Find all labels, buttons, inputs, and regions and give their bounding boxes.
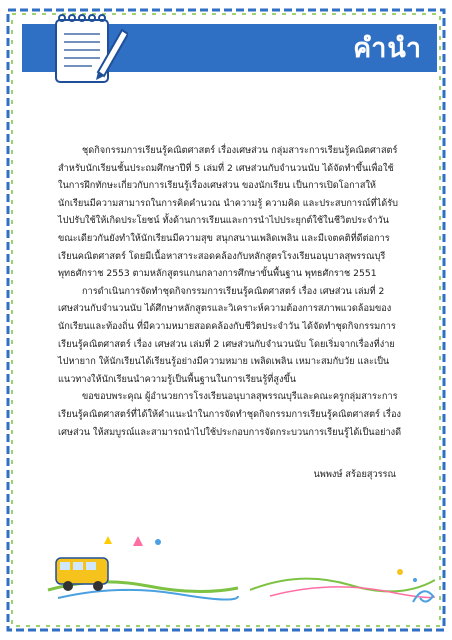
author-signature: นพพงษ์ สร้อยสุวรรณ xyxy=(313,469,396,480)
page-title: คำนำ xyxy=(353,33,422,64)
preface-paragraph-1: ชุดกิจกรรมการเรียนรู้คณิตศาสตร์ เรื่องเศษส่วน กลุ่มสาระการเรียนรู้คณิตศาสตร์ สำหรับนักเรียนชั้นประถมศึกษาปีที่ 5 เล่มที่ 2 เศษส่วนกับจำนวนนับ ได้จัดทำขึ้นเพื่อใช้ในการฝึกทักษะเกี่ยวกับการเรียนรู้เรื่องเศษส่วน ของนักเรียน เป็นการเปิดโอกาสให้นักเรียนมีความสามารถในการคิดคำนวณ นำความรู้ ความคิด และประสบการณ์ที่ได้รับไปปรับใช้ให้เกิดประโยชน์ ทั้งด้านการเรียนและการนำไปประยุกต์ใช้ในชีวิตประจำวัน ขณะเดียวกันยังทำให้นักเรียนมีความสุข สนุกสนานเพลิดเพลิน และมีเจตคติที่ดีต่อการเรียนคณิตศาสตร์ โดยมีเนื้อหาสาระสอดคล้องกับหลักสูตรโรงเรียนอนุบาลสุพรรณบุรี พุทธศักราช 2553 ตามหลักสูตรแกนกลางการศึกษาขั้นพื้นฐาน พุทธศักราช 2551 xyxy=(58,145,398,280)
school-bus-illustration xyxy=(38,528,243,608)
preface-paragraph-3: ขอขอบพระคุณ ผู้อำนวยการโรงเรียนอนุบาลสุพรรณบุรีและคณะครูกลุ่มสาระการเรียนรู้คณิตศาสตร์ที่ได้ให้คำแนะนำในการจัดทำชุดกิจกรรมการเรียนรู้คณิตศาสตร์ เรื่อง เศษส่วน ให้สมบูรณ์และสามารถนำไปใช้ประกอบการจัดกระบวนการเรียนรู้ได้เป็นอย่างดี xyxy=(58,391,402,438)
notebook-pencil-icon xyxy=(46,10,128,88)
preface-content xyxy=(58,142,404,441)
preface-paragraph-2: การดำเนินการจัดทำชุดกิจกรรมการเรียนรู้คณิตศาสตร์ เรื่อง เศษส่วน เล่มที่ 2 เศษส่วนกับจำนวนนับ ได้ศึกษาหลักสูตรและวิเคราะห์ความต้องการสภาพแวดล้อมของนักเรียนและท้องถิ่น ที่มีความหมายสอดคล้องกับชีวิตประจำวัน ได้จัดทำชุดกิจกรรมการเรียนรู้คณิตศาสตร์ เรื่อง เศษส่วน เล่มที่ 2 เศษส่วนกับจำนวนนับ โดยเริ่มจากเรื่องที่ง่ายไปหายาก ให้นักเรียนได้เรียนรู้อย่างมีความหมาย เพลิดเพลิน เหมาะสมกับวัย และเป็นแนวทางให้นักเรียนนำความรู้เป็นพื้นฐานในการเรียนรู้ที่สูงขึ้น xyxy=(58,285,396,385)
corner-swirl-icon xyxy=(408,582,438,610)
